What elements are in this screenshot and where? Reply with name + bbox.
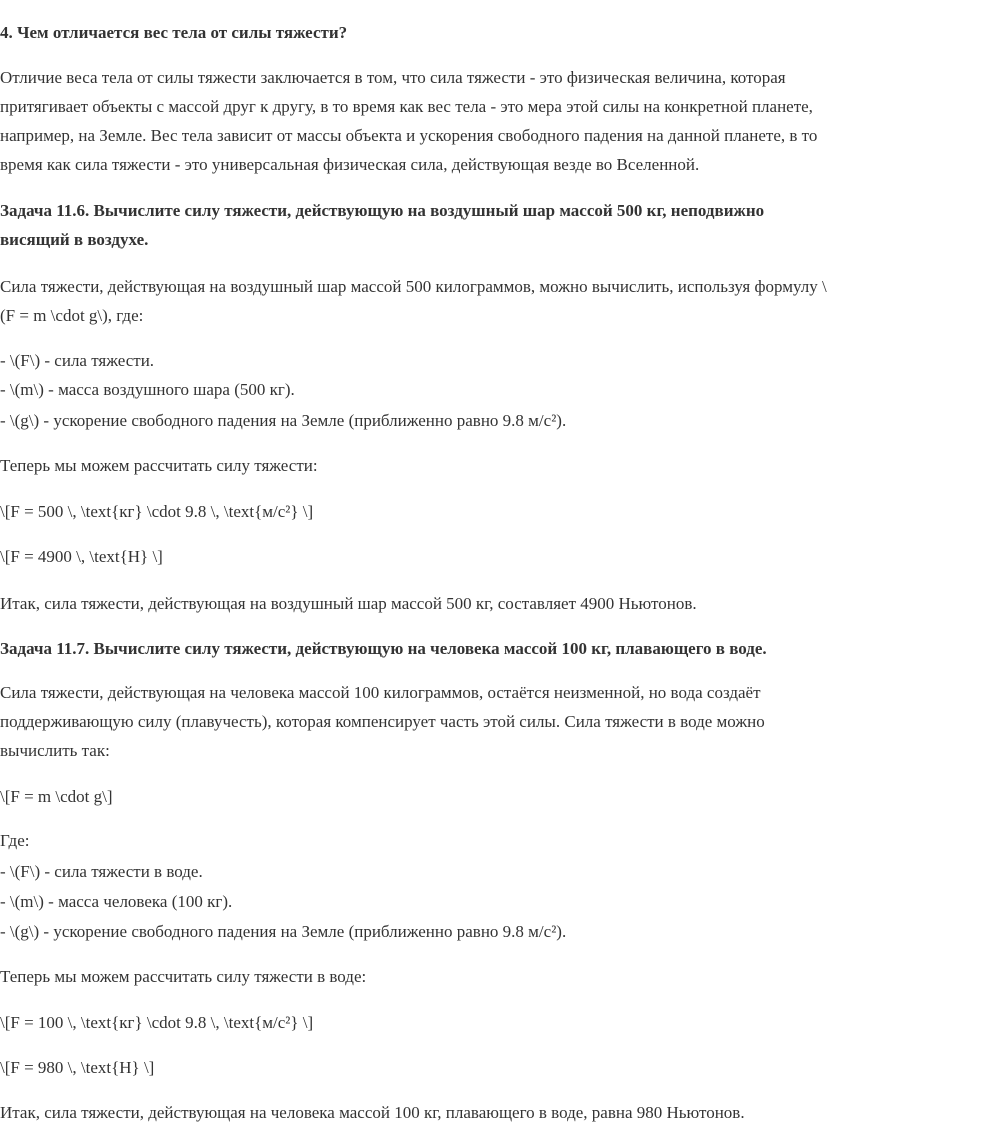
task-text: (F = m \cdot g\), где: — [0, 306, 144, 325]
conclusion: Итак, сила тяжести, действующая на человека массой 100 кг, плавающего в воде, равна 980 Ньютонов. — [0, 1103, 745, 1122]
formula: \[F = 980 \, \text{Н} \] — [0, 1058, 155, 1077]
formula: \[F = 4900 \, \text{Н} \] — [0, 547, 163, 566]
answer-line: например, на Земле. Вес тела зависит от массы объекта и ускорения свободного падения на данной планете, в то — [0, 126, 818, 145]
list-item: - \(g\) - ускорение свободного падения на Земле (приближенно равно 9.8 м/с²). — [0, 922, 567, 941]
task-text: Сила тяжести, действующая на человека массой 100 килограммов, остаётся неизменной, но вода создаёт — [0, 683, 761, 702]
task-11-6-title: Задача 11.6. Вычислите силу тяжести, действующую на воздушный шар массой 500 кг, неподвижно — [0, 201, 765, 220]
task-11-6-title: висящий в воздухе. — [0, 230, 149, 249]
formula: \[F = m \cdot g\] — [0, 787, 113, 806]
list-item: - \(m\) - масса воздушного шара (500 кг). — [0, 380, 295, 399]
formula: \[F = 500 \, \text{кг} \cdot 9.8 \, \text{м/с²} \] — [0, 502, 314, 521]
answer-line: притягивает объекты с массой друг к другу, в то время как вес тела - это мера этой силы на конкретной планете, — [0, 97, 813, 116]
formula: \[F = 100 \, \text{кг} \cdot 9.8 \, \text{м/с²} \] — [0, 1013, 314, 1032]
task-text: вычислить так: — [0, 741, 110, 760]
task-text: поддерживающую силу (плавучесть), которая компенсирует часть этой силы. Сила тяжести в воде можно — [0, 712, 765, 731]
task-text: Сила тяжести, действующая на воздушный шар массой 500 килограммов, можно вычислить, используя формулу \ — [0, 277, 827, 296]
conclusion: Итак, сила тяжести, действующая на воздушный шар массой 500 кг, составляет 4900 Ньютонов. — [0, 594, 697, 613]
answer-line: Отличие веса тела от силы тяжести заключается в том, что сила тяжести - это физическая величина, которая — [0, 68, 786, 87]
list-item: - \(m\) - масса человека (100 кг). — [0, 892, 233, 911]
task-text: Теперь мы можем рассчитать силу тяжести в воде: — [0, 967, 367, 986]
task-text: Где: — [0, 831, 30, 850]
task-11-7-title: Задача 11.7. Вычислите силу тяжести, действующую на человека массой 100 кг, плавающего в воде. — [0, 639, 767, 658]
list-item: - \(F\) - сила тяжести. — [0, 351, 155, 370]
answer-line: время как сила тяжести - это универсальная физическая сила, действующая везде во Вселенной. — [0, 155, 700, 174]
task-text: Теперь мы можем рассчитать силу тяжести: — [0, 456, 318, 475]
list-item: - \(F\) - сила тяжести в воде. — [0, 862, 203, 881]
list-item: - \(g\) - ускорение свободного падения на Земле (приближенно равно 9.8 м/с²). — [0, 411, 567, 430]
question-4-title: 4. Чем отличается вес тела от силы тяжести? — [0, 23, 348, 42]
